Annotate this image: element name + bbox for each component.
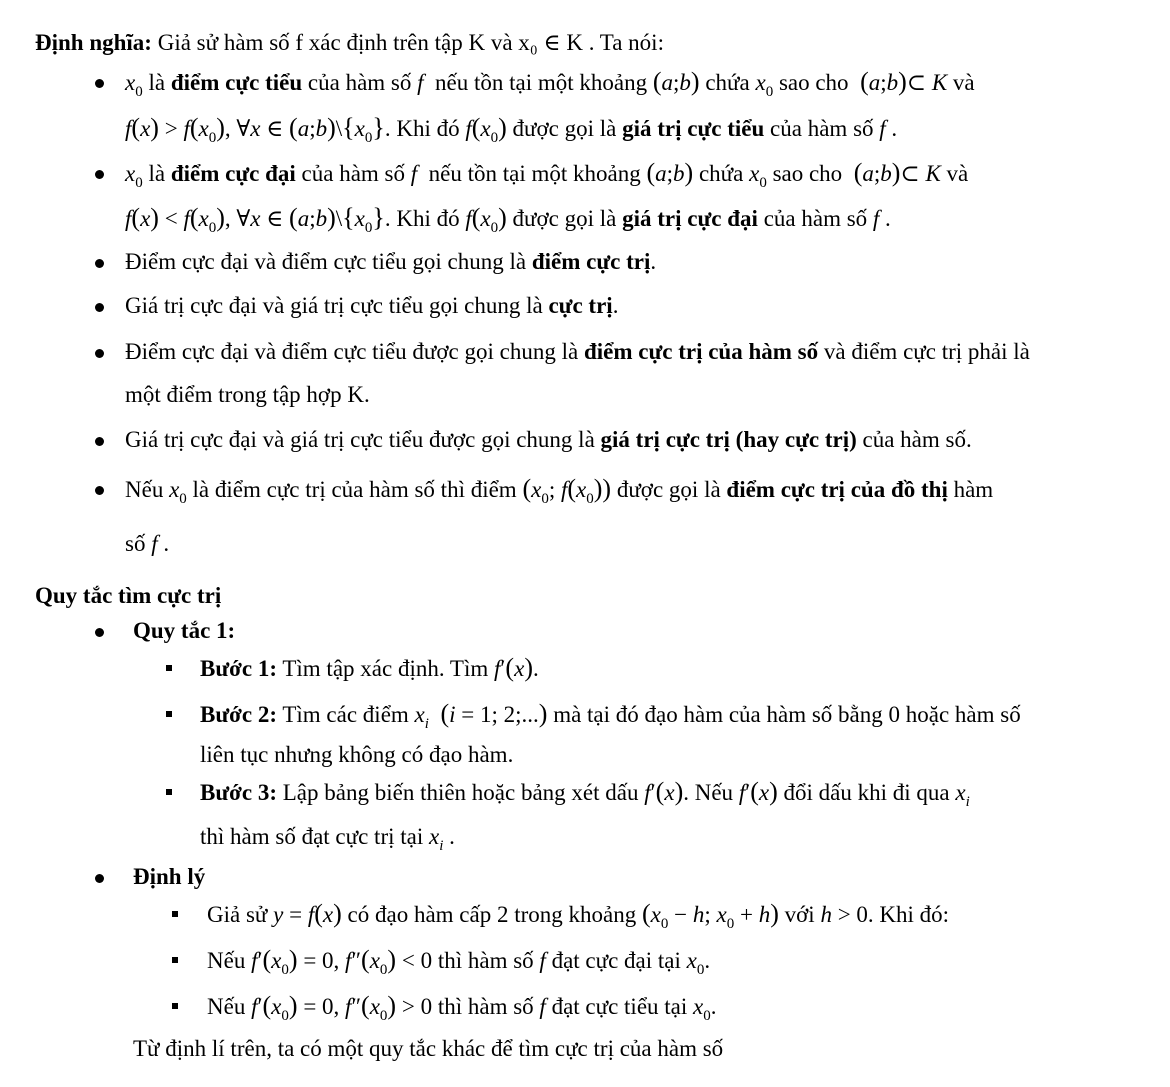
rules-heading: Quy tắc tìm cực trị (35, 583, 222, 608)
rule-1-step-3-line-2: thì hàm số đạt cực trị tại $x_i$ . (200, 824, 455, 854)
rule-1-title: Quy tắc 1: (133, 618, 236, 643)
bullet-3: Điểm cực đại và điểm cực tiểu gọi chung là điểm cực trị. (125, 249, 657, 274)
square-bullet-icon (166, 665, 172, 671)
bullet-4: Giá trị cực đại và giá trị cực tiểu gọi chung là cực trị. (125, 293, 619, 318)
bullet-5-line-2: một điểm trong tập hợp K. (125, 382, 370, 407)
bullet-7-line-2: số f . (125, 531, 170, 556)
bullet-icon (95, 79, 104, 88)
theorem-line-3: Nếu $f'(x_0) = 0$, $f''(x_0) > 0$ thì hàm số f đạt cực tiểu tại $x_0$. (207, 991, 717, 1024)
square-bullet-icon (172, 911, 178, 917)
square-bullet-icon (172, 1003, 178, 1009)
bullet-icon (95, 259, 104, 268)
theorem-line-2: Nếu $f'(x_0) = 0$, $f''(x_0) < 0$ thì hàm số f đạt cực đại tại $x_0$. (207, 945, 711, 978)
bullet-6: Giá trị cực đại và giá trị cực tiểu được gọi chung là giá trị cực trị (hay cực trị) của hàm số. (125, 427, 972, 452)
theorem-line-1: Giả sử y = f(x) có đạo hàm cấp 2 trong khoảng ($x_0 - h$; $x_0 + h$) với h > 0. Khi đó: (207, 899, 950, 932)
bullet-icon (95, 170, 104, 179)
bullet-1-line-1: $x_0$ là điểm cực tiểu của hàm số f nếu tồn tại một khoảng (a;b) chứa $x_0$ sao cho (a;b)⊂ K và (125, 67, 975, 100)
definition-intro: Giả sử hàm số f xác định trên tập K và x₀ ∈ K . Ta nói: (157, 30, 664, 55)
bullet-icon (95, 437, 104, 446)
bullet-icon (95, 486, 104, 495)
bullet-2-line-2: $f(x) < f(x_0)$, ∀x ∈ $(a;b)\backslash\{x_0\}$. Khi đó $f(x_0)$ được gọi là giá trị cực đại của hàm số f . (125, 203, 891, 236)
rule-1-step-3-line-1: Bước 3: Lập bảng biến thiên hoặc bảng xét dấu f′(x). Nếu f′(x) đổi dấu khi đi qua $x_i$ (200, 777, 970, 810)
definition-line (35, 28, 664, 58)
definition-label: Định nghĩa: (35, 30, 152, 55)
bullet-1-line-2: $f(x) > f(x_0)$, ∀x ∈ $(a;b)\backslash\{x_0\}$. Khi đó $f(x_0)$ được gọi là giá trị cực tiểu của hàm số f . (125, 113, 898, 146)
rule-1-step-2-line-1: Bước 2: Tìm các điểm $x_i$ (i = 1; 2;...) mà tại đó đạo hàm của hàm số bằng 0 hoặc hàm số (200, 699, 1021, 732)
square-bullet-icon (166, 789, 172, 795)
rule-1-step-1: Bước 1: Tìm tập xác định. Tìm f′(x). (200, 653, 539, 682)
bullet-icon (95, 628, 104, 637)
bullet-icon (95, 874, 104, 883)
theorem-title: Định lý (133, 864, 206, 889)
bullet-icon (95, 349, 104, 358)
rule-1-step-2-line-2: liên tục nhưng không có đạo hàm. (200, 742, 514, 767)
bullet-5-line-1: Điểm cực đại và điểm cực tiểu được gọi chung là điểm cực trị của hàm số và điểm cực trị phải là (125, 339, 1030, 364)
bullet-2-line-1: $x_0$ là điểm cực đại của hàm số f nếu tồn tại một khoảng (a;b) chứa $x_0$ sao cho (a;b)⊂ K và (125, 158, 969, 191)
closing-text: Từ định lí trên, ta có một quy tắc khác để tìm cực trị của hàm số (133, 1036, 724, 1061)
bullet-7-line-1: Nếu $x_0$ là điểm cực trị của hàm số thì điểm ($x_0$; $f(x_0)$) được gọi là điểm cực trị của đồ thị hàm (125, 474, 994, 507)
square-bullet-icon (166, 711, 172, 717)
square-bullet-icon (172, 957, 178, 963)
bullet-icon (95, 303, 104, 312)
